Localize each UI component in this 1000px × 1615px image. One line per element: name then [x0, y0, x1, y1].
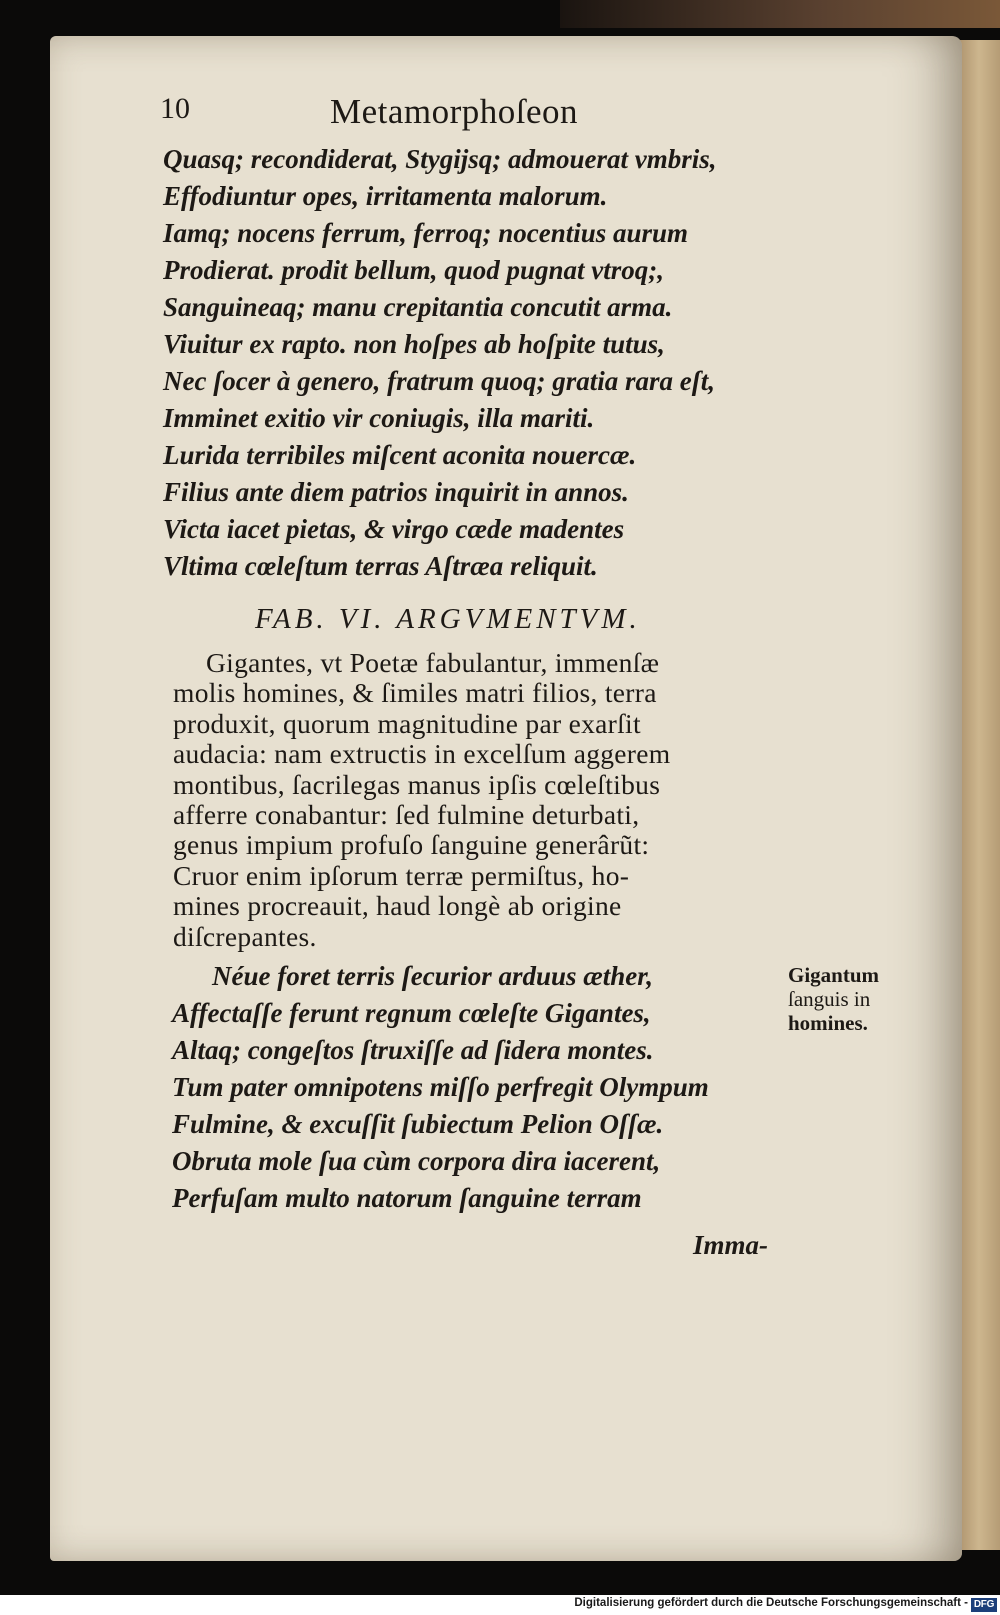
verse-line: Obruta mole ſua cùm corpora dira iacerent, [172, 1146, 661, 1176]
verse-line: Nec ſocer à genero, fratrum quoq; gratia rara eſt, [163, 366, 715, 396]
verse-line: Perfuſam multo natorum ſanguine terram [172, 1183, 642, 1213]
page-number: 10 [160, 92, 190, 125]
funding-credit: Digitalisierung gefördert durch die Deutsche Forschungsgemeinschaft - [574, 1597, 968, 1609]
verse-line: Sanguineaq; manu crepitantia concutit arma. [163, 292, 673, 322]
verse-line: Altaq; congeſtos ſtruxiſſe ad ſidera montes. [172, 1035, 654, 1065]
catchword: Imma- [693, 1230, 769, 1260]
verse-line: Iamq; nocens ferrum, ferroq; nocentius aurum [163, 218, 689, 248]
argument-paragraph [173, 648, 670, 952]
marginal-note-line: ſanguis in [788, 987, 871, 1011]
verse-line: Imminet exitio vir coniugis, illa mariti. [163, 403, 595, 433]
book-edge-top [560, 0, 1000, 28]
argument-line: molis homines, & ſimiles matri filios, terra [173, 677, 657, 709]
verse-block-bottom [172, 958, 709, 1217]
argument-line: Cruor enim ipſorum terræ permiſtus, ho- [173, 859, 630, 891]
verse-line: Affectaſſe ferunt regnum cœleſte Gigantes, [172, 998, 651, 1028]
argument-line: Gigantes, vt Poetæ fabulantur, immenſæ [206, 647, 660, 678]
verse-line: Vltima cœleſtum terras Aſtræa reliquit. [163, 551, 598, 581]
argument-line: mines procreauit, haud longè ab origine [173, 890, 622, 922]
verse-line: Prodierat. prodit bellum, quod pugnat vtroq;, [163, 255, 665, 285]
marginal-note [788, 963, 879, 1035]
verse-line: Viuitur ex rapto. non hoſpes ab hoſpite tutus, [163, 329, 665, 359]
verse-line: Tum pater omnipotens miſſo perfregit Olympum [172, 1072, 709, 1102]
running-title: Metamorphoſeon [330, 92, 579, 131]
dfg-logo-icon: DFG [971, 1598, 997, 1612]
fable-heading: FAB. VI. ARGVMENTVM. [255, 603, 641, 635]
marginal-note-line: homines. [788, 1011, 868, 1035]
argument-line: audacia: nam extructis in excelſum aggerem [173, 738, 671, 770]
argument-line: produxit, quorum magnitudine par exarſit [173, 707, 641, 739]
verse-line: Victa iacet pietas, & virgo cæde madentes [163, 514, 625, 544]
verse-line: Néue foret terris ſecurior arduus æther, [212, 961, 654, 991]
verse-line: Lurida terribiles miſcent aconita nouercæ. [163, 440, 637, 470]
verse-line: Fulmine, & excuſſit ſubiectum Pelion Oſſæ. [172, 1109, 664, 1139]
page-header [160, 92, 780, 142]
marginal-note-line: Gigantum [788, 963, 880, 987]
verse-block-top [163, 141, 717, 585]
verse-line: Filius ante diem patrios inquirit in annos. [163, 477, 629, 507]
verse-line: Quasq; recondiderat, Stygijsq; admouerat vmbris, [163, 144, 717, 174]
argument-line: diſcrepantes. [173, 920, 317, 952]
argument-line: genus impium profuſo ſanguine generârũt: [173, 829, 650, 861]
verse-line: Effodiuntur opes, irritamenta malorum. [163, 181, 608, 211]
argument-line: montibus, ſacrilegas manus ipſis cœleſtibus [173, 768, 661, 800]
argument-line: afferre conabantur: ſed fulmine deturbati, [173, 799, 640, 831]
